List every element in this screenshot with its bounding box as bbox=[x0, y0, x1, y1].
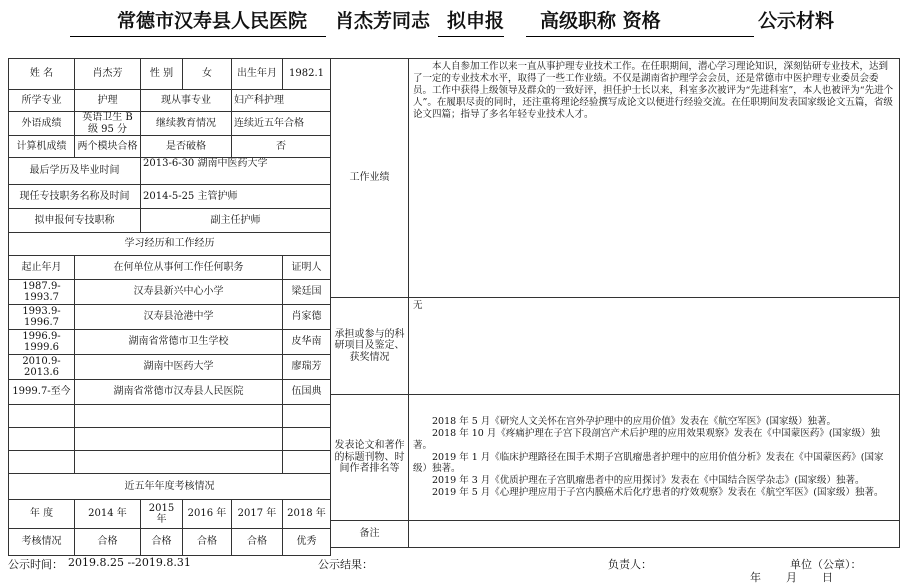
paper-item: 2019 年 5 月《心理护理应用于子宫内膜癌术后化疗患者的疗效观察》发表在《航空军医》(国家级）独著。 bbox=[432, 487, 884, 499]
footer-date-month: 月 bbox=[786, 571, 797, 584]
current-title-value: 2014-5-25 主管护师 bbox=[141, 185, 331, 209]
experience-period: 1993.9-1996.7 bbox=[9, 305, 75, 330]
empty-cell bbox=[9, 451, 75, 474]
paper-item: 2018 年 10 月《疼痛护理在子宫下段剖宫产术后护理的应用效果观察》发表在《中国蒙医药》(国家级）独著。 bbox=[413, 427, 881, 451]
footer-result-label: 公示结果： bbox=[318, 558, 373, 571]
experience-witness: 梁廷国 bbox=[283, 280, 331, 305]
current-major-label: 现从事专业 bbox=[141, 90, 232, 112]
paper-item: 2019 年 1 月《临床护理路径在围手术期子宫肌瘤患者护理中的应用价值分析》发表在《中国蒙医药》(国家级）独著。 bbox=[413, 451, 884, 475]
footer-date-year: 年 bbox=[750, 571, 761, 584]
assessment-year-label: 年 度 bbox=[9, 500, 75, 529]
research-label: 承担或参与的科研项目及鉴定、获奖情况 bbox=[331, 298, 409, 395]
name-label: 姓 名 bbox=[9, 59, 75, 90]
major-value: 护理 bbox=[75, 90, 141, 112]
empty-cell bbox=[75, 451, 283, 474]
gender-value: 女 bbox=[183, 59, 232, 90]
empty-cell bbox=[9, 428, 75, 451]
assessment-result: 合格 bbox=[141, 529, 183, 556]
name-value: 肖杰芳 bbox=[75, 59, 141, 90]
major-label: 所学专业 bbox=[9, 90, 75, 112]
english-value: 英语卫生 B 级 95 分 bbox=[75, 112, 141, 136]
table-row bbox=[9, 428, 331, 451]
current-title-label: 现任专技职务名称及时间 bbox=[9, 185, 141, 209]
papers-list bbox=[409, 395, 900, 521]
experience-witness: 肖家德 bbox=[283, 305, 331, 330]
performance-label: 工作业绩 bbox=[331, 59, 409, 298]
cont-edu-label: 继续教育情况 bbox=[141, 112, 232, 136]
document-title bbox=[0, 6, 900, 36]
computer-label: 计算机成绩 bbox=[9, 136, 75, 158]
remark-value bbox=[409, 521, 900, 548]
title-action: 拟申报 bbox=[447, 10, 505, 32]
target-title-label: 拟申报何专技职称 bbox=[9, 209, 141, 233]
remark-label: 备注 bbox=[331, 521, 409, 548]
experience-header-period: 起止年月 bbox=[9, 256, 75, 280]
research-text: 无 bbox=[409, 298, 900, 395]
table-row bbox=[9, 330, 331, 355]
table-row bbox=[9, 451, 331, 474]
experience-header-unit: 在何单位从事何工作任何职务 bbox=[75, 256, 283, 280]
education-label: 最后学历及毕业时间 bbox=[9, 158, 141, 185]
title-suffix: 公示材料 bbox=[758, 10, 835, 32]
footer-date-day: 日 bbox=[822, 571, 833, 584]
cont-edu-value: 连续近五年合格 bbox=[232, 112, 331, 136]
experience-period: 1996.9-1999.6 bbox=[9, 330, 75, 355]
empty-cell bbox=[283, 405, 331, 428]
table-row bbox=[9, 305, 331, 330]
experience-unit: 汉寿县新兴中心小学 bbox=[75, 280, 283, 305]
footer-period-label: 公示时间： bbox=[8, 558, 63, 571]
experience-period: 1999.7-至今 bbox=[9, 380, 75, 405]
assessment-year: 2016 年 bbox=[183, 500, 232, 529]
education-value: 2013-6-30 湖南中医药大学 bbox=[141, 158, 331, 185]
exceptional-value: 否 bbox=[232, 136, 331, 158]
empty-cell bbox=[75, 405, 283, 428]
experience-section-title: 学习经历和工作经历 bbox=[9, 233, 331, 256]
personal-info-table bbox=[8, 58, 331, 556]
title-underline bbox=[438, 36, 504, 37]
performance-text bbox=[409, 59, 900, 298]
experience-unit: 湖南省常德市汉寿县人民医院 bbox=[75, 380, 283, 405]
assessment-title: 近五年年度考核情况 bbox=[9, 474, 331, 500]
assessment-result: 合格 bbox=[75, 529, 141, 556]
empty-cell bbox=[283, 428, 331, 451]
title-underline bbox=[70, 36, 326, 37]
exceptional-label: 是否破格 bbox=[141, 136, 232, 158]
assessment-year: 2018 年 bbox=[283, 500, 331, 529]
table-row bbox=[9, 405, 331, 428]
title-hospital: 常德市汉寿县人民医院 bbox=[117, 10, 308, 32]
footer-leader-label: 负责人： bbox=[608, 558, 652, 571]
birth-value: 1982.1 bbox=[283, 59, 331, 90]
title-person: 肖杰芳同志 bbox=[335, 10, 431, 32]
empty-cell bbox=[75, 428, 283, 451]
target-title-value: 副主任护师 bbox=[141, 209, 331, 233]
experience-period: 1987.9-1993.7 bbox=[9, 280, 75, 305]
experience-unit: 汉寿县沧港中学 bbox=[75, 305, 283, 330]
assessment-year: 2017 年 bbox=[232, 500, 283, 529]
empty-cell bbox=[283, 451, 331, 474]
birth-label: 出生年月 bbox=[232, 59, 283, 90]
footer-unit-label: 单位（公章）： bbox=[790, 558, 862, 571]
experience-witness: 廖瑞芳 bbox=[283, 355, 331, 380]
assessment-result: 合格 bbox=[183, 529, 232, 556]
table-row bbox=[9, 280, 331, 305]
papers-label: 发表论文和著作的标题刊物、时间作者排名等 bbox=[331, 395, 409, 521]
experience-unit: 湖南省常德市卫生学校 bbox=[75, 330, 283, 355]
gender-label: 性 别 bbox=[141, 59, 183, 90]
title-underline bbox=[526, 36, 754, 37]
achievements-table bbox=[330, 58, 900, 548]
english-label: 外语成绩 bbox=[9, 112, 75, 136]
assessment-year: 2014 年 bbox=[75, 500, 141, 529]
table-row bbox=[9, 380, 331, 405]
empty-cell bbox=[9, 405, 75, 428]
assessment-year: 2015 年 bbox=[141, 500, 183, 529]
experience-unit: 湖南中医药大学 bbox=[75, 355, 283, 380]
assessment-result: 优秀 bbox=[283, 529, 331, 556]
footer-period: 2019.8.25 --2019.8.31 bbox=[68, 556, 191, 569]
experience-witness: 皮华南 bbox=[283, 330, 331, 355]
assessment-result-label: 考核情况 bbox=[9, 529, 75, 556]
computer-value: 两个模块合格 bbox=[75, 136, 141, 158]
paper-item: 2018 年 5 月《研究人文关怀在宫外孕护理中的应用价值》发表在《航空军医》(国家级）独著。 bbox=[432, 415, 836, 427]
performance-paragraph: 本人自参加工作以来一直从事护理专业技术工作。在任职期间，潜心学习理论知识，深刻钻研专业技术，达到了一定的专业技术水平，取得了一些工作业绩。不仅是湖南省护理学会会员，还是常德市中医护理专业委员会委员。工作中获得上级领导及群众的一致好评，担任护士长以来，科室多次被评为“先进科室”，本人也被评为“先进个人”。在履职尽责的同时，还注重将理论经验撰写成论文以便进行经验交流。在任职期间发表国家级论文五篇，省级论文四篇；指导了多名年轻专业技术人才。 bbox=[413, 61, 894, 120]
title-qualification: 高级职称 资格 bbox=[540, 10, 661, 32]
experience-witness: 伍国典 bbox=[283, 380, 331, 405]
experience-header-witness: 证明人 bbox=[283, 256, 331, 280]
paper-item: 2019 年 3 月《优质护理在子宫肌瘤患者中的应用探讨》发表在《中国结合医学杂志》(国家级）独著。 bbox=[432, 475, 865, 487]
current-major-value: 妇产科护理 bbox=[232, 90, 331, 112]
table-row bbox=[9, 355, 331, 380]
assessment-result: 合格 bbox=[232, 529, 283, 556]
experience-period: 2010.9-2013.6 bbox=[9, 355, 75, 380]
